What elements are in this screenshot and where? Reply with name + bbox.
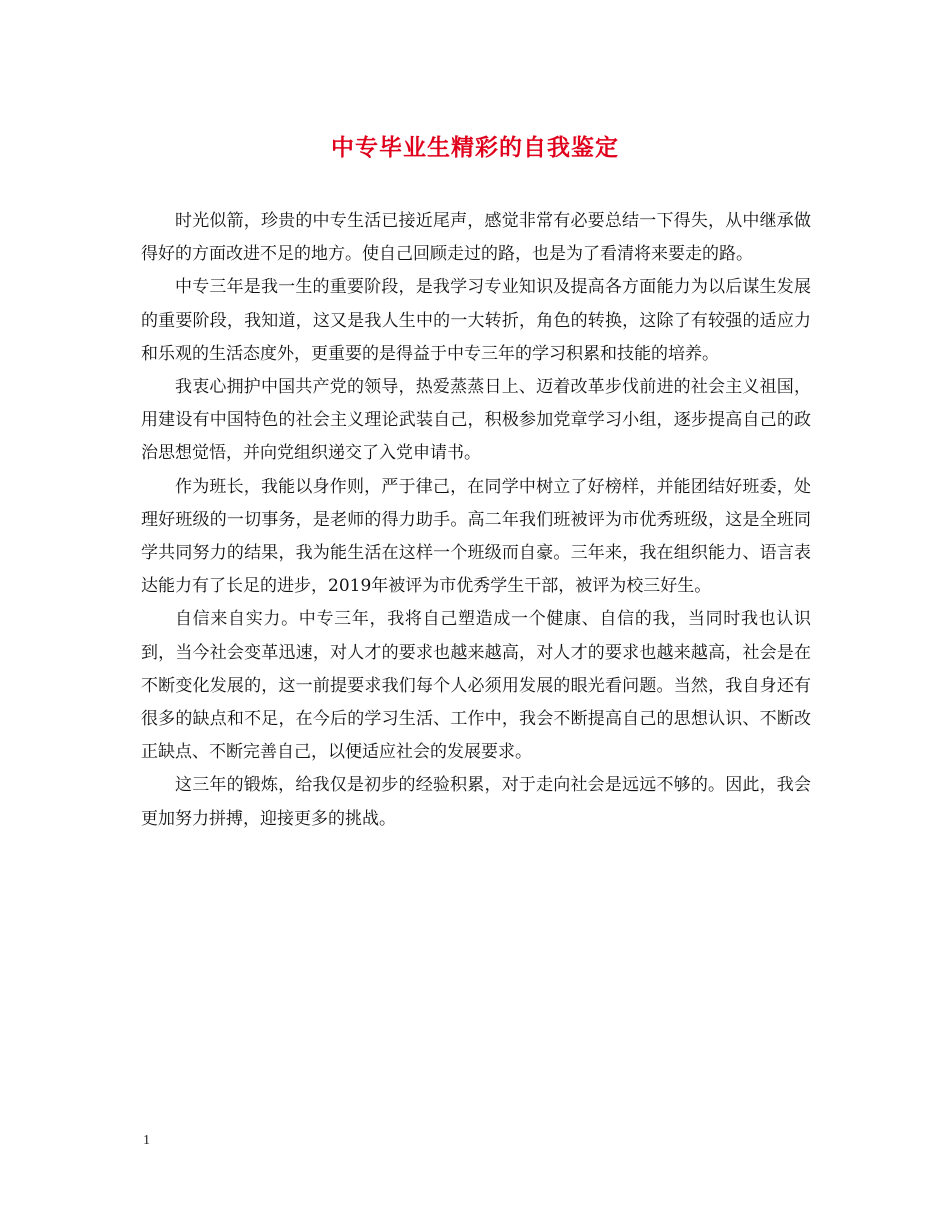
- document-title: 中专毕业生精彩的自我鉴定: [331, 134, 619, 161]
- document-body: [141, 205, 811, 836]
- paragraph-5: 自信来自实力。中专三年，我将自己塑造成一个健康、自信的我，当同时我也认识到，当今社会变革迅速，对人才的要求也越来越高，对人才的要求也越来越高，社会是在不断变化发展的，这一前提要求我们每个人必须用发展的眼光看问题。当然，我自身还有很多的缺点和不足，在今后的学习生活、工作中，我会不断提高自己的思想认识、不断改正缺点、不断完善自己，以便适应社会的发展要求。: [141, 609, 811, 763]
- paragraph-2: 中专三年是我一生的重要阶段，是我学习专业知识及提高各方面能力为以后谋生发展的重要阶段，我知道，这又是我人生中的一大转折，角色的转换，这除了有较强的适应力和乐观的生活态度外，更重要的是得益于中专三年的学习积累和技能的培养。: [141, 277, 811, 364]
- page-number: 1: [143, 1133, 150, 1148]
- paragraph-3: 我衷心拥护中国共产党的领导，热爱蒸蒸日上、迈着改革步伐前进的社会主义祖国，用建设有中国特色的社会主义理论武装自己，积极参加党章学习小组，逐步提高自己的政治思想觉悟，并向党组织递交了入党申请书。: [141, 377, 811, 464]
- paragraph-4: 作为班长，我能以身作则，严于律己，在同学中树立了好榜样，并能团结好班委，处理好班级的一切事务，是老师的得力助手。高二年我们班被评为市优秀班级，这是全班同学共同努力的结果，我为能生活在这样一个班级而自豪。三年来，我在组织能力、语言表达能力有了长足的进步，2019年被评为市优秀学生干部，被评为校三好生。: [141, 476, 811, 597]
- paragraph-6: 这三年的锻炼，给我仅是初步的经验积累，对于走向社会是远远不够的。因此，我会更加努力拼搏，迎接更多的挑战。: [141, 775, 811, 829]
- paragraph-1: 时光似箭，珍贵的中专生活已接近尾声，感觉非常有必要总结一下得失，从中继承做得好的方面改进不足的地方。使自己回顾走过的路，也是为了看清将来要走的路。: [141, 211, 811, 265]
